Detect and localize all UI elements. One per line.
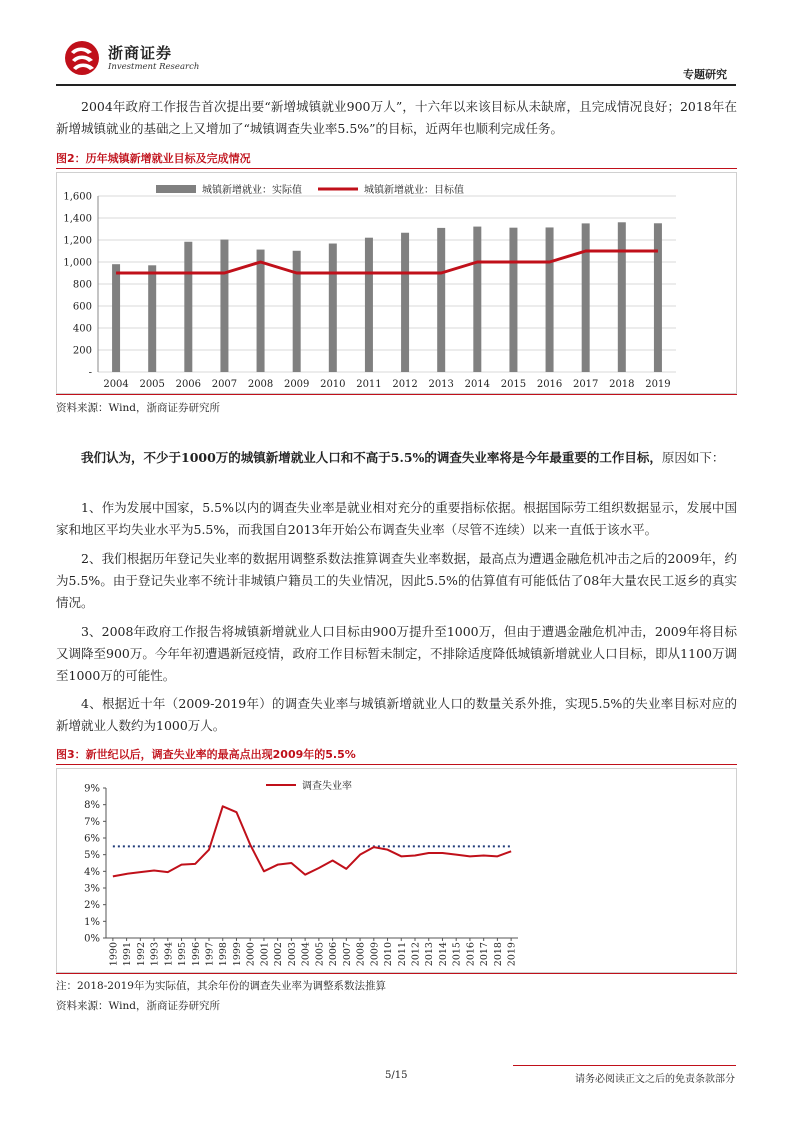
- bar-actual-2009: [293, 251, 301, 372]
- x-tick-label: 2017: [572, 379, 599, 390]
- x-tick-label: 1994: [163, 942, 175, 967]
- x-tick-label: 2019: [506, 942, 518, 967]
- figure-3-title: 图3：新世纪以后，调查失业率的最高点出现2009年的5.5%: [56, 748, 356, 761]
- x-tick-label: 2007: [211, 379, 238, 390]
- figure-2-source: 资料来源：Wind，浙商证券研究所: [56, 402, 220, 414]
- section-title: 专题研究: [683, 68, 727, 81]
- footer-rule: [513, 1065, 736, 1066]
- footer-disclaimer: 请务必阅读正文之后的免责条款部分: [575, 1074, 735, 1085]
- y-tick-label: 9%: [84, 783, 100, 795]
- x-tick-label: 2009: [369, 942, 381, 967]
- paragraph-point-4: 4、根据近十年（2009-2019年）的调查失业率与城镇新增就业人口的数量关系外推，实现5.5%的失业率目标对应的新增就业人数约为1000万人。: [56, 696, 737, 733]
- x-tick-label: 1997: [204, 942, 216, 967]
- x-tick-label: 2010: [383, 942, 395, 967]
- x-tick-label: 2017: [479, 942, 491, 967]
- y-tick-label: 1%: [84, 916, 100, 928]
- y-tick-label: 1,400: [63, 213, 92, 225]
- x-tick-label: 1996: [190, 942, 202, 967]
- y-tick-label: 7%: [84, 816, 100, 828]
- x-tick-label: 1990: [108, 942, 120, 967]
- bar-actual-2012: [401, 233, 409, 372]
- figure-3-source: 资料来源：Wind，浙商证券研究所: [56, 1000, 220, 1012]
- y-tick-label: 200: [72, 345, 92, 357]
- y-tick-label: 600: [72, 301, 92, 313]
- x-tick-label: 1995: [177, 942, 189, 967]
- bar-actual-2018: [618, 222, 626, 372]
- x-tick-label: 2009: [283, 379, 310, 390]
- bar-actual-2008: [257, 250, 265, 372]
- y-tick-label: 4%: [84, 866, 100, 878]
- brand-subtitle: Investment Research: [108, 62, 200, 72]
- bar-actual-2010: [329, 244, 337, 372]
- x-tick-label: 2018: [609, 379, 635, 390]
- x-tick-label: 1992: [135, 942, 147, 967]
- y-tick-label: 3%: [84, 883, 100, 895]
- y-tick-label: 5%: [84, 850, 100, 862]
- bar-actual-2014: [473, 227, 481, 372]
- x-tick-label: 2012: [410, 942, 422, 967]
- x-tick-label: 2015: [451, 942, 463, 967]
- x-tick-label: 2010: [320, 379, 346, 390]
- y-tick-label: 6%: [84, 833, 100, 845]
- x-tick-label: 2002: [273, 942, 285, 967]
- line-unemployment-rate: [113, 806, 511, 876]
- bar-actual-2017: [582, 223, 590, 372]
- chart-frame: [57, 173, 737, 394]
- x-tick-label: 2014: [437, 942, 449, 967]
- figure-3-top-rule: [56, 764, 737, 765]
- x-tick-label: 2016: [465, 942, 477, 967]
- figure-2-bottom-rule: [56, 394, 737, 395]
- bar-actual-2007: [220, 240, 228, 372]
- x-tick-label: 2011: [396, 942, 408, 967]
- line-chart-unemployment: [56, 768, 737, 973]
- legend-swatch-actual: [156, 185, 196, 193]
- legend-label-actual: 城镇新增就业：实际值: [202, 185, 302, 196]
- x-tick-label: 2007: [341, 942, 353, 967]
- brand-logo-icon: [64, 40, 100, 76]
- x-tick-label: 2004: [103, 379, 129, 390]
- x-tick-label: 1999: [231, 942, 243, 967]
- x-tick-label: 2000: [245, 942, 257, 967]
- bar-line-chart-employment: [56, 172, 737, 394]
- paragraph-intro: 2004年政府工作报告首次提出要“新增城镇就业900万人”，十六年以来该目标从未缺席，且完成情况良好；2018年在新增城镇就业的基础之上又增加了“城镇调查失业率5.5%”的目标，近两年也顺利完成任务。: [56, 99, 737, 136]
- x-tick-label: 1993: [149, 942, 161, 967]
- y-tick-label: 8%: [84, 800, 100, 812]
- y-tick-label: 1,600: [63, 191, 92, 203]
- paragraph-point-1: 1、作为发展中国家，5.5%以内的调查失业率是就业相对充分的重要指标依据。根据国际劳工组织数据显示，发展中国家和地区平均失业水平为5.5%，而我国自2013年开始公布调查失业率（尽管不连续）以来一直低于该水平。: [56, 500, 737, 537]
- x-tick-label: 2016: [536, 379, 563, 390]
- y-tick-label: 0%: [84, 933, 100, 945]
- x-tick-label: 2014: [464, 379, 491, 390]
- bar-actual-2005: [148, 265, 156, 372]
- figure-2-top-rule: [56, 168, 737, 169]
- x-tick-label: 2015: [500, 379, 527, 390]
- y-tick-label: 1,200: [63, 235, 92, 247]
- y-tick-label: 1,000: [63, 257, 92, 269]
- figure-2-title: 图2：历年城镇新增就业目标及完成情况: [56, 152, 251, 165]
- x-tick-label: 2004: [300, 942, 312, 967]
- y-tick-label: -: [88, 367, 92, 379]
- y-tick-label: 400: [72, 323, 92, 335]
- figure-3-bottom-rule: [56, 973, 737, 974]
- x-tick-label: 2018: [492, 942, 504, 967]
- x-tick-label: 2005: [139, 379, 165, 390]
- bar-actual-2015: [509, 228, 517, 372]
- x-tick-label: 1998: [218, 942, 230, 967]
- x-tick-label: 2006: [328, 942, 340, 967]
- legend-label-unemployment: 调查失业率: [302, 781, 352, 792]
- bar-actual-2011: [365, 238, 373, 372]
- x-tick-label: 2003: [286, 942, 298, 967]
- paragraph-point-3: 3、2008年政府工作报告将城镇新增就业人口目标由900万提升至1000万，但由于遭遇金融危机冲击，2009年将目标又调降至900万。今年年初遭遇新冠疫情，政府工作目标暂未制定，不排除适度降低城镇新增就业人口目标，即从1100万调至1000万的可能性。: [56, 624, 737, 683]
- page-number: 5/15: [385, 1070, 408, 1081]
- x-tick-label: 1991: [122, 942, 134, 967]
- x-tick-label: 2001: [259, 942, 271, 967]
- x-tick-label: 2008: [355, 942, 367, 967]
- x-tick-label: 2008: [247, 379, 274, 390]
- brand-name: 浙商证券: [108, 44, 173, 62]
- legend-label-target: 城镇新增就业：目标值: [364, 185, 464, 196]
- header-rule: [56, 84, 736, 86]
- bar-actual-2016: [546, 227, 554, 372]
- figure-3-note: 注：2018-2019年为实际值，其余年份的调查失业率为调整系数法推算: [56, 980, 386, 992]
- x-tick-label: 2013: [424, 942, 436, 967]
- bar-actual-2013: [437, 228, 445, 372]
- x-tick-label: 2019: [645, 379, 671, 390]
- x-tick-label: 2011: [356, 379, 382, 390]
- x-tick-label: 2012: [392, 379, 418, 390]
- thesis-bold-text: 我们认为，不少于1000万的城镇新增就业人口和不高于5.5%的调查失业率将是今年最重要的工作目标，: [81, 450, 662, 465]
- paragraph-thesis: [56, 447, 737, 469]
- paragraph-point-2: 2、我们根据历年登记失业率的数据用调整系数法推算调查失业率数据，最高点为遭遇金融危机冲击之后的2009年，约为5.5%。由于登记失业率不统计非城镇户籍员工的失业情况，因此5.5%的估算值有可能低估了08年大量农民工返乡的真实情况。: [56, 551, 737, 610]
- bar-actual-2006: [184, 242, 192, 372]
- y-tick-label: 2%: [84, 900, 100, 912]
- x-tick-label: 2006: [175, 379, 202, 390]
- bar-actual-2004: [112, 264, 120, 372]
- y-tick-label: 800: [72, 279, 92, 291]
- x-tick-label: 2005: [314, 942, 326, 967]
- x-tick-label: 2013: [428, 379, 454, 390]
- bar-actual-2019: [654, 223, 662, 372]
- thesis-rest-text: 原因如下：: [661, 450, 725, 465]
